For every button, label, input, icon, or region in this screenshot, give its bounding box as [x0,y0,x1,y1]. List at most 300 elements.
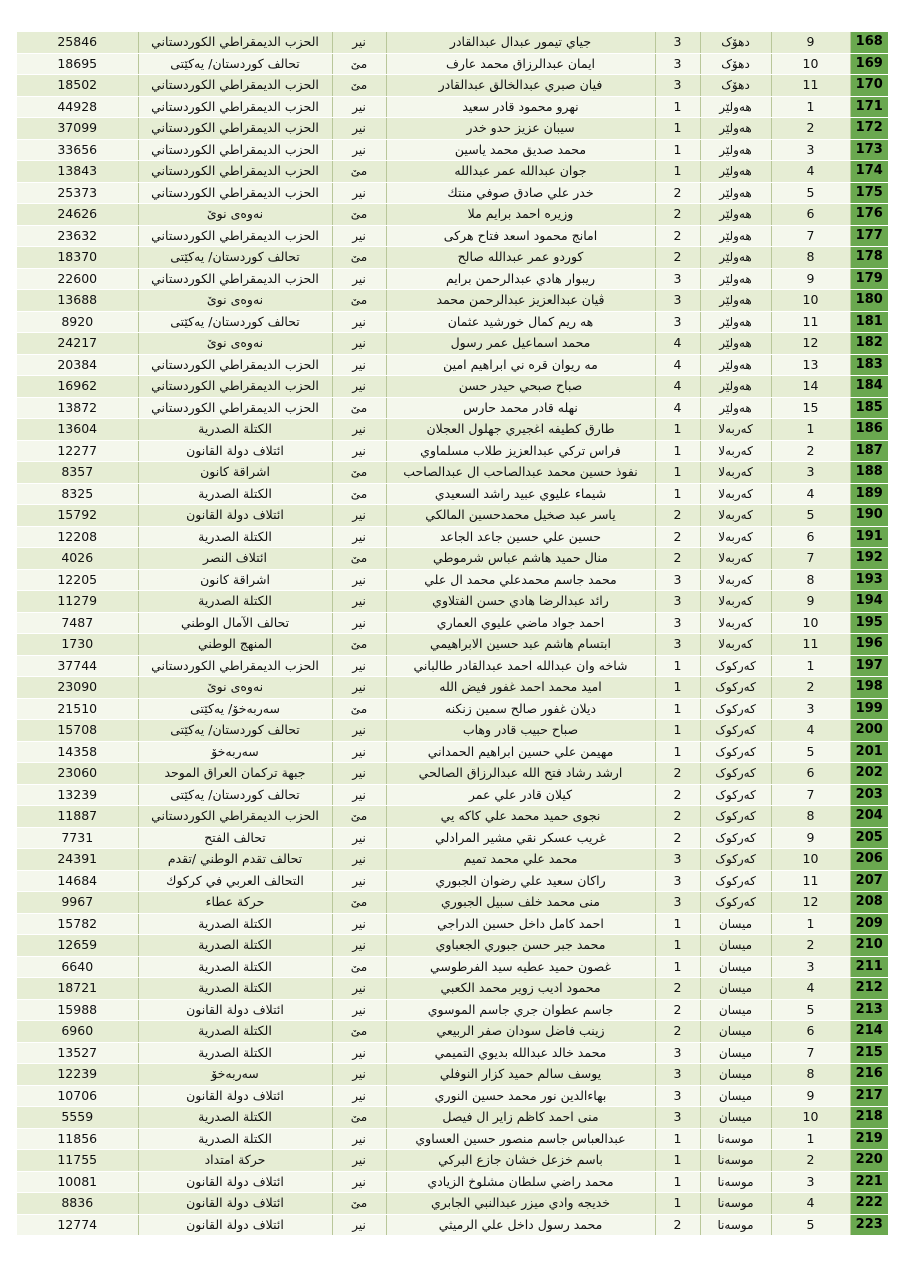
sequence-number-cell: 186 [850,419,888,441]
sequence-number-cell: 220 [850,1150,888,1172]
votes-cell: 13688 [17,290,138,312]
order-cell: 6 [771,1021,850,1043]
table-row [17,677,888,699]
order-cell: 12 [771,892,850,914]
constituency-cell: 3 [655,311,700,333]
province-cell: میسان [700,999,771,1021]
party-cell: ائتلاف دولة القانون [138,1085,332,1107]
table-row [17,354,888,376]
votes-cell: 44928 [17,96,138,118]
table-row [17,935,888,957]
party-cell: تحالف كوردستان/ یەکێتی [138,247,332,269]
votes-cell: 11856 [17,1128,138,1150]
candidate-name-cell: منى احمد كاظم زاير ال فيصل [386,1107,655,1129]
province-cell: کەربەلا [700,462,771,484]
votes-cell: 14358 [17,741,138,763]
table-row [17,1085,888,1107]
order-cell: 1 [771,1128,850,1150]
constituency-cell: 1 [655,462,700,484]
order-cell: 5 [771,999,850,1021]
table-row [17,612,888,634]
gender-cell: نير [332,591,386,613]
table-row [17,96,888,118]
votes-cell: 25846 [17,32,138,53]
gender-cell: نير [332,182,386,204]
gender-cell: نير [332,32,386,53]
gender-cell: مێ [332,892,386,914]
party-cell: الكتلة الصدرية [138,1021,332,1043]
votes-cell: 24217 [17,333,138,355]
gender-cell: نير [332,1214,386,1236]
province-cell: موسەنا [700,1171,771,1193]
table-row [17,655,888,677]
order-cell: 10 [771,53,850,75]
votes-cell: 12277 [17,440,138,462]
sequence-number-cell: 176 [850,204,888,226]
votes-cell: 8920 [17,311,138,333]
party-cell: ائتلاف دولة القانون [138,999,332,1021]
constituency-cell: 2 [655,978,700,1000]
candidate-name-cell: وزيره احمد برايم ملا [386,204,655,226]
province-cell: کەربەلا [700,591,771,613]
province-cell: دهۆک [700,32,771,53]
party-cell: تحالف الفتح [138,827,332,849]
sequence-number-cell: 173 [850,139,888,161]
province-cell: کەرکوک [700,784,771,806]
party-cell: الكتلة الصدرية [138,483,332,505]
gender-cell: نير [332,118,386,140]
province-cell: کەرکوک [700,677,771,699]
candidate-name-cell: غريب عسكر نقي مشير المرادلي [386,827,655,849]
province-cell: کەرکوک [700,763,771,785]
order-cell: 14 [771,376,850,398]
candidate-name-cell: محمد رسول داخل علي الرميثي [386,1214,655,1236]
table-row [17,75,888,97]
votes-cell: 1730 [17,634,138,656]
party-cell: تحالف كوردستان/ یەکێتی [138,311,332,333]
constituency-cell: 1 [655,139,700,161]
candidate-name-cell: محمد صديق محمد ياسين [386,139,655,161]
sequence-number-cell: 216 [850,1064,888,1086]
table-row [17,1021,888,1043]
gender-cell: مێ [332,462,386,484]
party-cell: نەوەی نوێ [138,333,332,355]
gender-cell: نير [332,1042,386,1064]
party-cell: الحزب الديمقراطي الكوردستاني [138,118,332,140]
order-cell: 9 [771,827,850,849]
constituency-cell: 4 [655,376,700,398]
candidate-name-cell: باسم خزعل خشان جازع البركي [386,1150,655,1172]
table-row [17,956,888,978]
gender-cell: مێ [332,161,386,183]
votes-cell: 16962 [17,376,138,398]
order-cell: 7 [771,1042,850,1064]
sequence-number-cell: 221 [850,1171,888,1193]
sequence-number-cell: 187 [850,440,888,462]
sequence-number-cell: 192 [850,548,888,570]
votes-cell: 13843 [17,161,138,183]
province-cell: کەرکوک [700,806,771,828]
candidate-name-cell: ڤيان عبدالعزيز عبدالرحمن محمد [386,290,655,312]
sequence-number-cell: 183 [850,354,888,376]
order-cell: 7 [771,548,850,570]
table-row [17,634,888,656]
province-cell: کەرکوک [700,870,771,892]
table-row [17,225,888,247]
votes-cell: 24391 [17,849,138,871]
constituency-cell: 1 [655,483,700,505]
order-cell: 2 [771,677,850,699]
order-cell: 2 [771,118,850,140]
gender-cell: مێ [332,1193,386,1215]
sequence-number-cell: 193 [850,569,888,591]
gender-cell: نير [332,505,386,527]
table-row [17,32,888,53]
constituency-cell: 2 [655,1021,700,1043]
votes-cell: 18370 [17,247,138,269]
candidate-name-cell: محمود اديب زوير محمد الكعبي [386,978,655,1000]
constituency-cell: 1 [655,161,700,183]
order-cell: 3 [771,698,850,720]
gender-cell: نير [332,1064,386,1086]
party-cell: التحالف العربي في كركوك [138,870,332,892]
candidate-name-cell: هه ريم كمال خورشيد عثمان [386,311,655,333]
party-cell: الحزب الديمقراطي الكوردستاني [138,96,332,118]
gender-cell: نير [332,139,386,161]
candidate-name-cell: اميد محمد احمد غفور فيض الله [386,677,655,699]
party-cell: نەوەی نوێ [138,677,332,699]
table-row [17,1107,888,1129]
province-cell: هەولێر [700,96,771,118]
constituency-cell: 1 [655,741,700,763]
votes-cell: 12659 [17,935,138,957]
sequence-number-cell: 178 [850,247,888,269]
candidate-name-cell: محمد راضي سلطان مشلوخ الزيادي [386,1171,655,1193]
votes-cell: 8357 [17,462,138,484]
province-cell: کەربەلا [700,526,771,548]
order-cell: 5 [771,505,850,527]
constituency-cell: 3 [655,53,700,75]
candidate-name-cell: كوردو عمر عبدالله صالح [386,247,655,269]
votes-cell: 12239 [17,1064,138,1086]
votes-cell: 11279 [17,591,138,613]
order-cell: 11 [771,870,850,892]
party-cell: الحزب الديمقراطي الكوردستاني [138,161,332,183]
gender-cell: نير [332,913,386,935]
order-cell: 13 [771,354,850,376]
gender-cell: نير [332,655,386,677]
sequence-number-cell: 195 [850,612,888,634]
sequence-number-cell: 181 [850,311,888,333]
gender-cell: مێ [332,397,386,419]
candidate-name-cell: محمد جاسم محمدعلي محمد ال علي [386,569,655,591]
party-cell: ائتلاف دولة القانون [138,1193,332,1215]
province-cell: میسان [700,1064,771,1086]
table-row [17,1042,888,1064]
order-cell: 5 [771,741,850,763]
order-cell: 7 [771,225,850,247]
gender-cell: نير [332,1128,386,1150]
gender-cell: نير [332,354,386,376]
sequence-number-cell: 201 [850,741,888,763]
sequence-number-cell: 196 [850,634,888,656]
table-row [17,999,888,1021]
order-cell: 10 [771,290,850,312]
province-cell: هەولێر [700,182,771,204]
order-cell: 6 [771,204,850,226]
gender-cell: نير [332,1085,386,1107]
constituency-cell: 1 [655,956,700,978]
gender-cell: مێ [332,634,386,656]
gender-cell: نير [332,1150,386,1172]
constituency-cell: 2 [655,247,700,269]
constituency-cell: 2 [655,225,700,247]
candidate-name-cell: مه ريوان قره ني ابراهيم امين [386,354,655,376]
votes-cell: 20384 [17,354,138,376]
province-cell: کەربەلا [700,419,771,441]
constituency-cell: 3 [655,1064,700,1086]
candidate-name-cell: محمد خالد عبدالله بديوي التميمي [386,1042,655,1064]
candidate-name-cell: كيلان قادر علي عمر [386,784,655,806]
gender-cell: نير [332,612,386,634]
party-cell: ائتلاف دولة القانون [138,1171,332,1193]
candidate-name-cell: محمد اسماعيل عمر رسول [386,333,655,355]
province-cell: موسەنا [700,1214,771,1236]
gender-cell: نير [332,569,386,591]
gender-cell: نير [332,333,386,355]
votes-cell: 15792 [17,505,138,527]
table-row [17,892,888,914]
party-cell: الكتلة الصدرية [138,913,332,935]
party-cell: الحزب الديمقراطي الكوردستاني [138,32,332,53]
sequence-number-cell: 218 [850,1107,888,1129]
candidate-name-cell: احمد كامل داخل حسين الدراجي [386,913,655,935]
table-row [17,268,888,290]
sequence-number-cell: 212 [850,978,888,1000]
party-cell: الحزب الديمقراطي الكوردستاني [138,354,332,376]
votes-cell: 6640 [17,956,138,978]
order-cell: 1 [771,96,850,118]
constituency-cell: 2 [655,1214,700,1236]
sequence-number-cell: 184 [850,376,888,398]
votes-cell: 23632 [17,225,138,247]
sequence-number-cell: 180 [850,290,888,312]
order-cell: 3 [771,139,850,161]
candidate-name-cell: بهاءالدين نور محمد حسين النوري [386,1085,655,1107]
candidate-name-cell: محمد علي محمد تميم [386,849,655,871]
constituency-cell: 3 [655,569,700,591]
gender-cell: نير [332,1171,386,1193]
party-cell: الكتلة الصدرية [138,526,332,548]
constituency-cell: 1 [655,935,700,957]
gender-cell: نير [332,784,386,806]
gender-cell: نير [332,720,386,742]
party-cell: نەوەی نوێ [138,204,332,226]
order-cell: 1 [771,419,850,441]
votes-cell: 12205 [17,569,138,591]
table-row [17,1193,888,1215]
order-cell: 8 [771,1064,850,1086]
province-cell: هەولێر [700,139,771,161]
gender-cell: نير [332,268,386,290]
candidate-name-cell: جوان عبدالله عمر عبدالله [386,161,655,183]
party-cell: المنهج الوطني [138,634,332,656]
votes-cell: 12774 [17,1214,138,1236]
party-cell: تحالف كوردستان/ یەکێتی [138,53,332,75]
gender-cell: نير [332,763,386,785]
province-cell: هەولێر [700,161,771,183]
order-cell: 9 [771,268,850,290]
votes-cell: 18695 [17,53,138,75]
sequence-number-cell: 203 [850,784,888,806]
constituency-cell: 3 [655,870,700,892]
constituency-cell: 4 [655,333,700,355]
party-cell: جبهة تركمان العراق الموحد [138,763,332,785]
order-cell: 4 [771,720,850,742]
votes-cell: 18721 [17,978,138,1000]
order-cell: 5 [771,1214,850,1236]
province-cell: کەربەلا [700,548,771,570]
constituency-cell: 3 [655,268,700,290]
candidate-name-cell: طارق كطيفه اغجيري جهلول العجلان [386,419,655,441]
gender-cell: نير [332,827,386,849]
order-cell: 4 [771,1193,850,1215]
order-cell: 12 [771,333,850,355]
party-cell: اشراقة كانون [138,569,332,591]
sequence-number-cell: 185 [850,397,888,419]
province-cell: کەربەلا [700,569,771,591]
province-cell: کەرکوک [700,720,771,742]
order-cell: 10 [771,612,850,634]
province-cell: هەولێر [700,118,771,140]
sequence-number-cell: 179 [850,268,888,290]
table-row [17,1064,888,1086]
party-cell: الكتلة الصدرية [138,591,332,613]
gender-cell: نير [332,978,386,1000]
sequence-number-cell: 169 [850,53,888,75]
constituency-cell: 1 [655,118,700,140]
candidate-name-cell: ياسر عبد صخيل محمدحسين المالكي [386,505,655,527]
gender-cell: مێ [332,698,386,720]
order-cell: 10 [771,849,850,871]
constituency-cell: 2 [655,784,700,806]
votes-cell: 13604 [17,419,138,441]
votes-cell: 22600 [17,268,138,290]
order-cell: 10 [771,1107,850,1129]
order-cell: 2 [771,1150,850,1172]
table-row [17,978,888,1000]
gender-cell: مێ [332,247,386,269]
constituency-cell: 3 [655,32,700,53]
sequence-number-cell: 222 [850,1193,888,1215]
sequence-number-cell: 172 [850,118,888,140]
candidate-name-cell: ابتسام هاشم عبد حسين الابراهيمي [386,634,655,656]
party-cell: اشراقة كانون [138,462,332,484]
order-cell: 3 [771,462,850,484]
constituency-cell: 1 [655,440,700,462]
constituency-cell: 1 [655,96,700,118]
candidate-name-cell: خديجه وادي ميزر عبدالنبي الجابري [386,1193,655,1215]
constituency-cell: 3 [655,1042,700,1064]
province-cell: کەرکوک [700,892,771,914]
party-cell: حركة عطاء [138,892,332,914]
votes-cell: 15708 [17,720,138,742]
party-cell: الكتلة الصدرية [138,956,332,978]
candidate-name-cell: نهرو محمود قادر سعيد [386,96,655,118]
table-row [17,247,888,269]
table-row [17,333,888,355]
sequence-number-cell: 175 [850,182,888,204]
candidate-name-cell: شيماء عليوي عبيد راشد السعيدي [386,483,655,505]
constituency-cell: 2 [655,827,700,849]
sequence-number-cell: 205 [850,827,888,849]
table-row [17,698,888,720]
sequence-number-cell: 206 [850,849,888,871]
sequence-number-cell: 210 [850,935,888,957]
table-row [17,182,888,204]
order-cell: 3 [771,1171,850,1193]
province-cell: کەرکوک [700,655,771,677]
table-row [17,870,888,892]
sequence-number-cell: 190 [850,505,888,527]
table-row [17,483,888,505]
sequence-number-cell: 202 [850,763,888,785]
party-cell: الكتلة الصدرية [138,1042,332,1064]
candidate-name-cell: راكان سعيد علي رضوان الجبوري [386,870,655,892]
candidate-name-cell: غصون حميد عطيه سيد الفرطوسي [386,956,655,978]
table-row [17,763,888,785]
candidate-name-cell: زينب فاضل سودان صفر الربيعي [386,1021,655,1043]
constituency-cell: 3 [655,1107,700,1129]
table-row [17,505,888,527]
constituency-cell: 2 [655,763,700,785]
gender-cell: نير [332,225,386,247]
province-cell: دهۆک [700,75,771,97]
candidate-name-cell: شاخه وان عبدالله احمد عبدالقادر طالباني [386,655,655,677]
constituency-cell: 2 [655,505,700,527]
constituency-cell: 1 [655,1150,700,1172]
table-row [17,1214,888,1236]
table-row [17,1171,888,1193]
constituency-cell: 2 [655,204,700,226]
votes-cell: 11887 [17,806,138,828]
votes-cell: 24626 [17,204,138,226]
sequence-number-cell: 200 [850,720,888,742]
party-cell: سەربەخۆ [138,741,332,763]
constituency-cell: 1 [655,720,700,742]
gender-cell: نير [332,440,386,462]
sequence-number-cell: 208 [850,892,888,914]
candidate-name-cell: مهيمن علي حسين ابراهيم الحمداني [386,741,655,763]
order-cell: 6 [771,763,850,785]
sequence-number-cell: 223 [850,1214,888,1236]
gender-cell: مێ [332,53,386,75]
constituency-cell: 3 [655,892,700,914]
votes-cell: 6960 [17,1021,138,1043]
sequence-number-cell: 214 [850,1021,888,1043]
constituency-cell: 1 [655,1193,700,1215]
candidate-name-cell: فيان صبري عبدالخالق عبدالقادر [386,75,655,97]
constituency-cell: 1 [655,1128,700,1150]
candidate-name-cell: صباح صبحي حيدر حسن [386,376,655,398]
order-cell: 11 [771,311,850,333]
candidate-name-cell: نفوذ حسين محمد عبدالصاحب ال عبدالصاحب [386,462,655,484]
order-cell: 4 [771,978,850,1000]
order-cell: 7 [771,784,850,806]
province-cell: میسان [700,913,771,935]
province-cell: کەربەلا [700,634,771,656]
province-cell: کەرکوک [700,849,771,871]
